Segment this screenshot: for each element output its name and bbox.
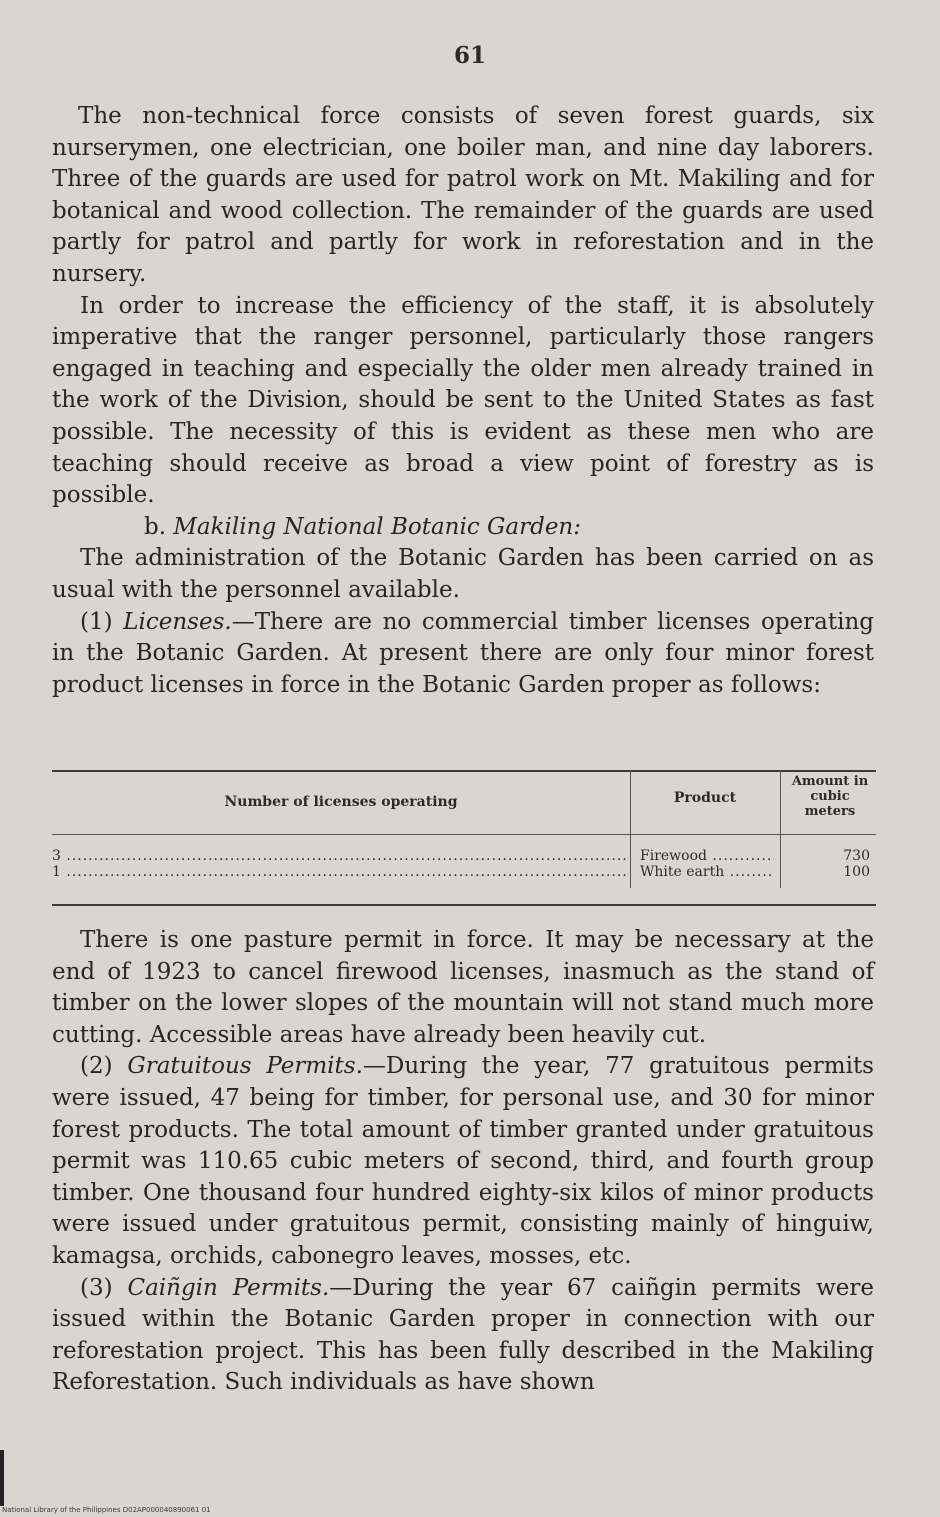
paragraph-efficiency: In order to increase the efficiency of the staff, it is absolutely imperative that the ranger personnel, particularly those rangers engaged in teaching and especially the older men already trained in the work of the Division, should be sent to the United States as fast possible. The necessity of this is evident as these men who are teaching should receive as broad a view point of forestry as is possible.: [52, 292, 874, 509]
paragraph-caingin: [52, 1273, 874, 1399]
gratuitous-number: (2): [80, 1053, 113, 1080]
table-header-rule: [52, 834, 876, 835]
gratuitous-text: —During the year, 77 gratuitous permits were issued, 47 being for timber, for personal use, and 30 for minor forest products. The total amount of timber granted under gratuitous permit was 110.65 cubic meters of second, third, and fourth group timber. One thousand four hundred eighty-six kilos of minor products were issued under gratuitous permit, consisting mainly of hinguiw, kamagsa, orchids, cabonegro leaves, mosses, etc.: [52, 1053, 874, 1269]
table-top-rule: [52, 770, 876, 772]
text-block-bottom: [52, 925, 874, 1399]
licenses-table: [52, 766, 876, 909]
paragraph-administration: The administration of the Botanic Garden has been carried on as usual with the personnel available.: [52, 545, 874, 603]
licenses-number: (1): [80, 608, 113, 635]
caingin-text: —During the year 67 caiñgin permits were issued within the Botanic Garden proper in connection with our reforestation project. This has been fully described in the Makiling Reforestation. Such individuals as have shown: [52, 1274, 874, 1396]
page-number: 61: [453, 42, 486, 69]
table-divider: [780, 770, 781, 888]
caingin-number: (3): [80, 1274, 113, 1301]
paragraph-licenses: [52, 607, 874, 702]
table-bottom-rule: [52, 904, 876, 906]
section-title: Makiling National Botanic Garden:: [173, 513, 581, 540]
table-row-1-count: 3 .....: [52, 848, 626, 864]
text-block-top: [52, 101, 874, 701]
table-row-2-count: 1 .....: [52, 864, 626, 880]
paragraph-gratuitous: [52, 1051, 874, 1272]
section-prefix: b.: [144, 513, 167, 540]
paragraph-pasture: There is one pasture permit in force. It may be necessary at the end of 1923 to cancel firewood licenses, inasmuch as the stand of timber on the lower slopes of the mountain will not stand much more cutting. Accessible areas have already been heavily cut.: [52, 927, 874, 1048]
paragraph-staff: The non-technical force consists of seven forest guards, six nurserymen, one electrician, one boiler man, and nine day laborers. Three of the guards are used for patrol work on Mt. Makiling and for botanical and wood collection. The remainder of the guards are used partly for patrol and partly for work in reforestation and in the nursery.: [52, 103, 874, 287]
gratuitous-title: Gratuitous Permits.: [127, 1053, 363, 1080]
licenses-title: Licenses.: [123, 608, 232, 635]
table-row-2-product: White earth .....: [640, 864, 774, 880]
table-row-1-amount: 730: [843, 848, 870, 864]
binding-edge: [0, 1450, 4, 1506]
header-product: Product: [673, 790, 737, 806]
table-row-1-product: Firewood .....: [640, 848, 774, 864]
section-heading: [52, 512, 874, 544]
table-divider: [630, 770, 631, 888]
header-amount: Amount in cubic meters: [791, 774, 869, 819]
scan-footer: National Library of the Philippines D02AP000040890061 01: [2, 1506, 211, 1514]
caingin-title: Caiñgin Permits.: [127, 1274, 330, 1301]
header-number-of-licenses: Number of licenses operating: [224, 794, 458, 810]
licenses-text: —There are no commercial timber licenses operating in the Botanic Garden. At present there are only four minor forest product licenses in force in the Botanic Garden proper as follows:: [52, 608, 874, 698]
table-row-2-amount: 100: [843, 864, 870, 880]
